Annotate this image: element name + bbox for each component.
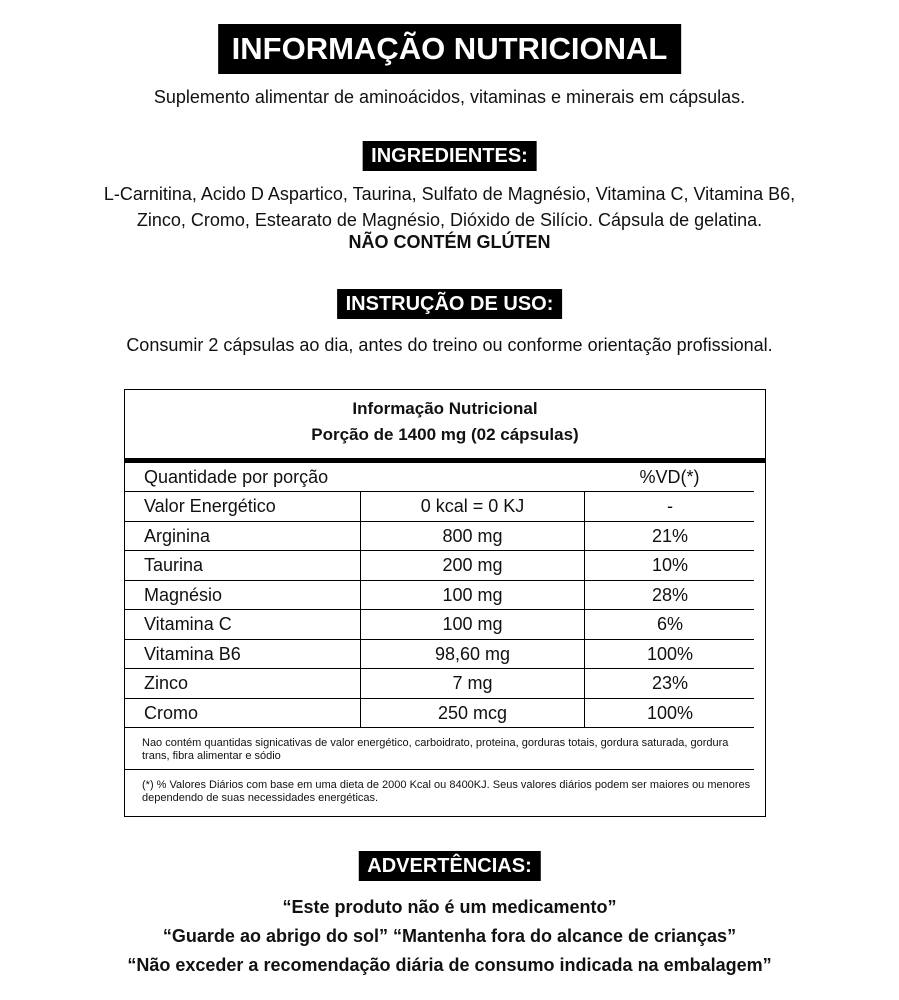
nutrient-amount: 0 kcal = 0 KJ [360,492,584,522]
nutrient-amount: 200 mg [360,551,584,581]
nutrient-name: Magnésio [144,584,223,605]
warnings-list [0,893,899,980]
nutrition-table [124,389,766,817]
nutrient-dv: 100% [584,640,755,670]
nutrient-name: Vitamina B6 [144,643,241,664]
nutrient-dv: 28% [584,581,755,611]
nutrient-amount: 7 mg [360,669,584,699]
gluten-free-notice: NÃO CONTÉM GLÚTEN [348,232,551,252]
table-row [125,669,765,699]
nutrient-dv: 21% [584,522,755,552]
nutrient-dv: 6% [584,610,755,640]
nutrient-name: Cromo [144,702,199,723]
ingredients-heading: INGREDIENTES: [362,141,537,171]
quantity-header: Quantidade por porção [144,467,329,487]
nutrient-dv: 10% [584,551,755,581]
nutrition-table-header [125,390,765,458]
table-footnote-daily-values: (*) % Valores Diários com base em uma dieta de 2000 Kcal ou 8400KJ. Seus valores diários podem ser maiores ou menores dependendo de suas necessidades energéticas. [142,779,751,804]
ingredients-line-2: Zinco, Cromo, Estearato de Magnésio, Dióxido de Silício. Cápsula de gelatina. [136,210,763,230]
nutrient-amount: 98,60 mg [360,640,584,670]
dv-header: %VD(*) [639,467,700,487]
nutrient-name: Zinco [144,673,189,694]
table-row [125,551,765,581]
nutrition-rows [125,463,765,728]
table-column-header [125,463,765,492]
usage-instructions: Consumir 2 cápsulas ao dia, antes do treino ou conforme orientação profissional. [126,335,773,355]
usage-heading: INSTRUÇÃO DE USO: [337,289,563,319]
table-row [125,610,765,640]
nutrient-amount: 800 mg [360,522,584,552]
nutrition-table-portion: Porção de 1400 mg (02 cápsulas) [311,425,579,444]
nutrient-dv: 23% [584,669,755,699]
warning-line-3: “Não exceder a recomendação diária de consumo indicada na embalagem” [127,955,772,975]
nutrient-dv: - [584,492,755,522]
nutrient-amount: 100 mg [360,581,584,611]
table-row [125,522,765,552]
ingredients-line-1: L-Carnitina, Acido D Aspartico, Taurina, Sulfato de Magnésio, Vitamina C, Vitamina B6, [103,184,796,204]
nutrient-name: Vitamina C [144,614,232,635]
warnings-heading: ADVERTÊNCIAS: [358,851,540,881]
nutrient-name: Taurina [144,555,204,576]
nutrient-amount: 100 mg [360,610,584,640]
table-row [125,699,765,729]
ingredients-list [0,181,899,233]
warning-line-1: “Este produto não é um medicamento” [282,897,617,917]
table-row [125,492,765,522]
nutrient-dv: 100% [584,699,755,729]
subtitle: Suplemento alimentar de aminoácidos, vitaminas e minerais em cápsulas. [153,87,746,107]
nutrient-amount: 250 mcg [360,699,584,729]
table-footnote-insignificant: Nao contém quantidas signicativas de valor energético, carboidrato, proteina, gorduras totais, gordura saturada, gordura trans, fibra alimentar e sódio [125,737,765,770]
warning-line-2: “Guarde ao abrigo do sol” “Mantenha fora do alcance de crianças” [162,926,737,946]
table-row [125,581,765,611]
table-row [125,640,765,670]
nutrition-table-title: Informação Nutricional [352,399,538,418]
nutrient-name: Valor Energético [144,496,276,517]
page-title: INFORMAÇÃO NUTRICIONAL [218,24,682,74]
nutrient-name: Arginina [144,525,211,546]
